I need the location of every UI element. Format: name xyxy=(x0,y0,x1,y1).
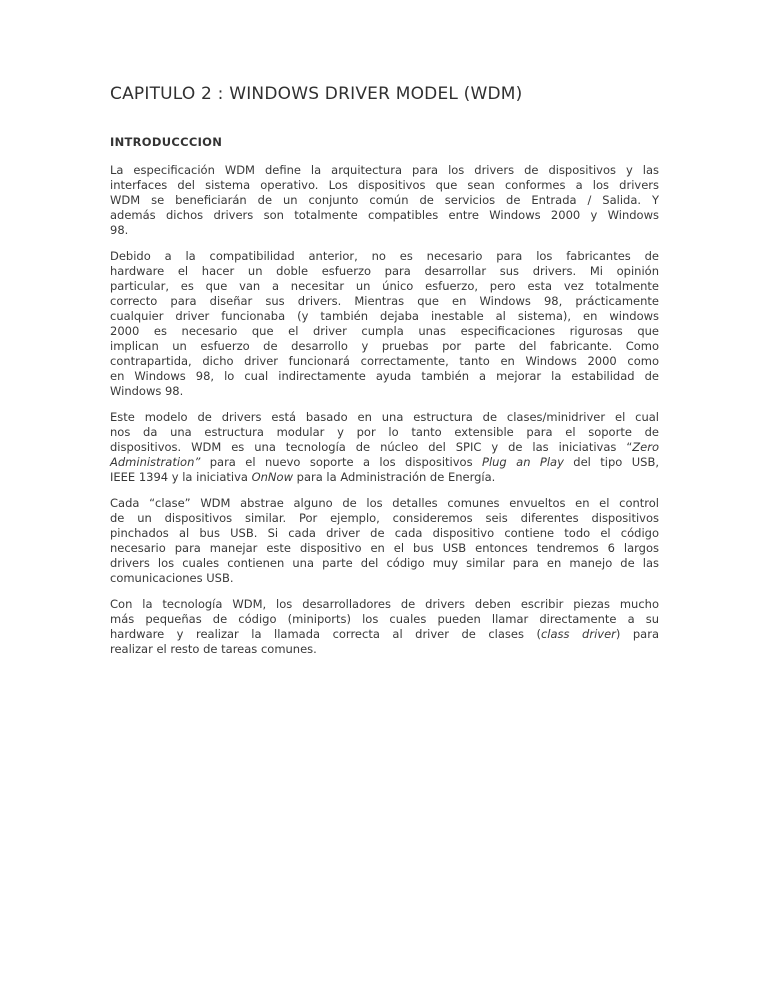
text-line: de un dispositivos similar. Por ejemplo, consideremos seis diferentes dispositivos xyxy=(110,511,659,525)
text-line: Con la tecnología WDM, los desarrolladores de drivers deben escribir piezas mucho xyxy=(110,597,659,611)
text-line: 98. xyxy=(110,223,129,237)
text-line: cualquier driver funcionaba (y también dejaba inestable al sistema), en windows xyxy=(110,309,659,323)
text-line: particular, es que van a necesitar un único esfuerzo, pero esta vez totalmente xyxy=(110,279,659,293)
text-line: pinchados al bus USB. Si cada driver de cada dispositivo contiene todo el código xyxy=(110,526,659,540)
text-line: IEEE 1394 y la iniciativa OnNow para la Administración de Energía. xyxy=(110,470,496,484)
text-line: además dichos drivers son totalmente compatibles entre Windows 2000 y Windows xyxy=(110,208,659,222)
paragraph xyxy=(110,410,659,485)
text-line: Cada “clase” WDM abstrae alguno de los detalles comunes envueltos en el control xyxy=(110,496,659,510)
text-line: hardware el hacer un doble esfuerzo para desarrollar sus drivers. Mi opinión xyxy=(110,264,659,278)
paragraph xyxy=(110,163,659,238)
text-line: contrapartida, dicho driver funcionará correctamente, tanto en Windows 2000 como xyxy=(110,354,659,368)
text-line: WDM se beneficiarán de un conjunto común de servicios de Entrada / Salida. Y xyxy=(110,193,659,207)
paragraph xyxy=(110,496,659,586)
text-line: implican un esfuerzo de desarrollo y pruebas por parte del fabricante. Como xyxy=(110,339,659,353)
text-line: dispositivos. WDM es una tecnología de núcleo del SPIC y de las iniciativas “Zero xyxy=(110,440,659,454)
text-line: La especificación WDM define la arquitectura para los drivers de dispositivos y las xyxy=(110,163,659,177)
text-line: drivers los cuales contienen una parte del código muy similar para en manejo de las xyxy=(110,556,659,570)
text-line: Debido a la compatibilidad anterior, no es necesario para los fabricantes de xyxy=(110,249,659,263)
document-body xyxy=(110,163,659,657)
text-line: necesario para manejar este dispositivo en el bus USB entonces tendremos 6 largos xyxy=(110,541,659,555)
text-line: comunicaciones USB. xyxy=(110,571,234,585)
text-line: hardware y realizar la llamada correcta al driver de clases (class driver) para xyxy=(110,627,659,641)
text-line: Administration” para el nuevo soporte a los dispositivos Plug an Play del tipo USB, xyxy=(110,455,660,469)
text-line: Este modelo de drivers está basado en una estructura de clases/minidriver el cual xyxy=(110,410,659,424)
text-line: Windows 98. xyxy=(110,384,184,398)
text-line: nos da una estructura modular y por lo tanto extensible para el soporte de xyxy=(110,425,659,439)
section-heading: INTRODUCCCION xyxy=(110,135,223,149)
text-line: más pequeñas de código (miniports) los cuales pueden llamar directamente a su xyxy=(110,612,659,626)
text-line: interfaces del sistema operativo. Los dispositivos que sean conformes a los drivers xyxy=(110,178,659,192)
page-content xyxy=(110,84,659,668)
chapter-title: CAPITULO 2 : WINDOWS DRIVER MODEL (WDM) xyxy=(110,84,523,104)
text-line: correcto para diseñar sus drivers. Mientras que en Windows 98, prácticamente xyxy=(110,294,659,308)
paragraph xyxy=(110,597,659,657)
text-line: en Windows 98, lo cual indirectamente ayuda también a mejorar la estabilidad de xyxy=(110,369,659,383)
text-line: realizar el resto de tareas comunes. xyxy=(110,642,317,656)
paragraph xyxy=(110,249,659,399)
text-line: 2000 es necesario que el driver cumpla unas especificaciones rigurosas que xyxy=(110,324,659,338)
